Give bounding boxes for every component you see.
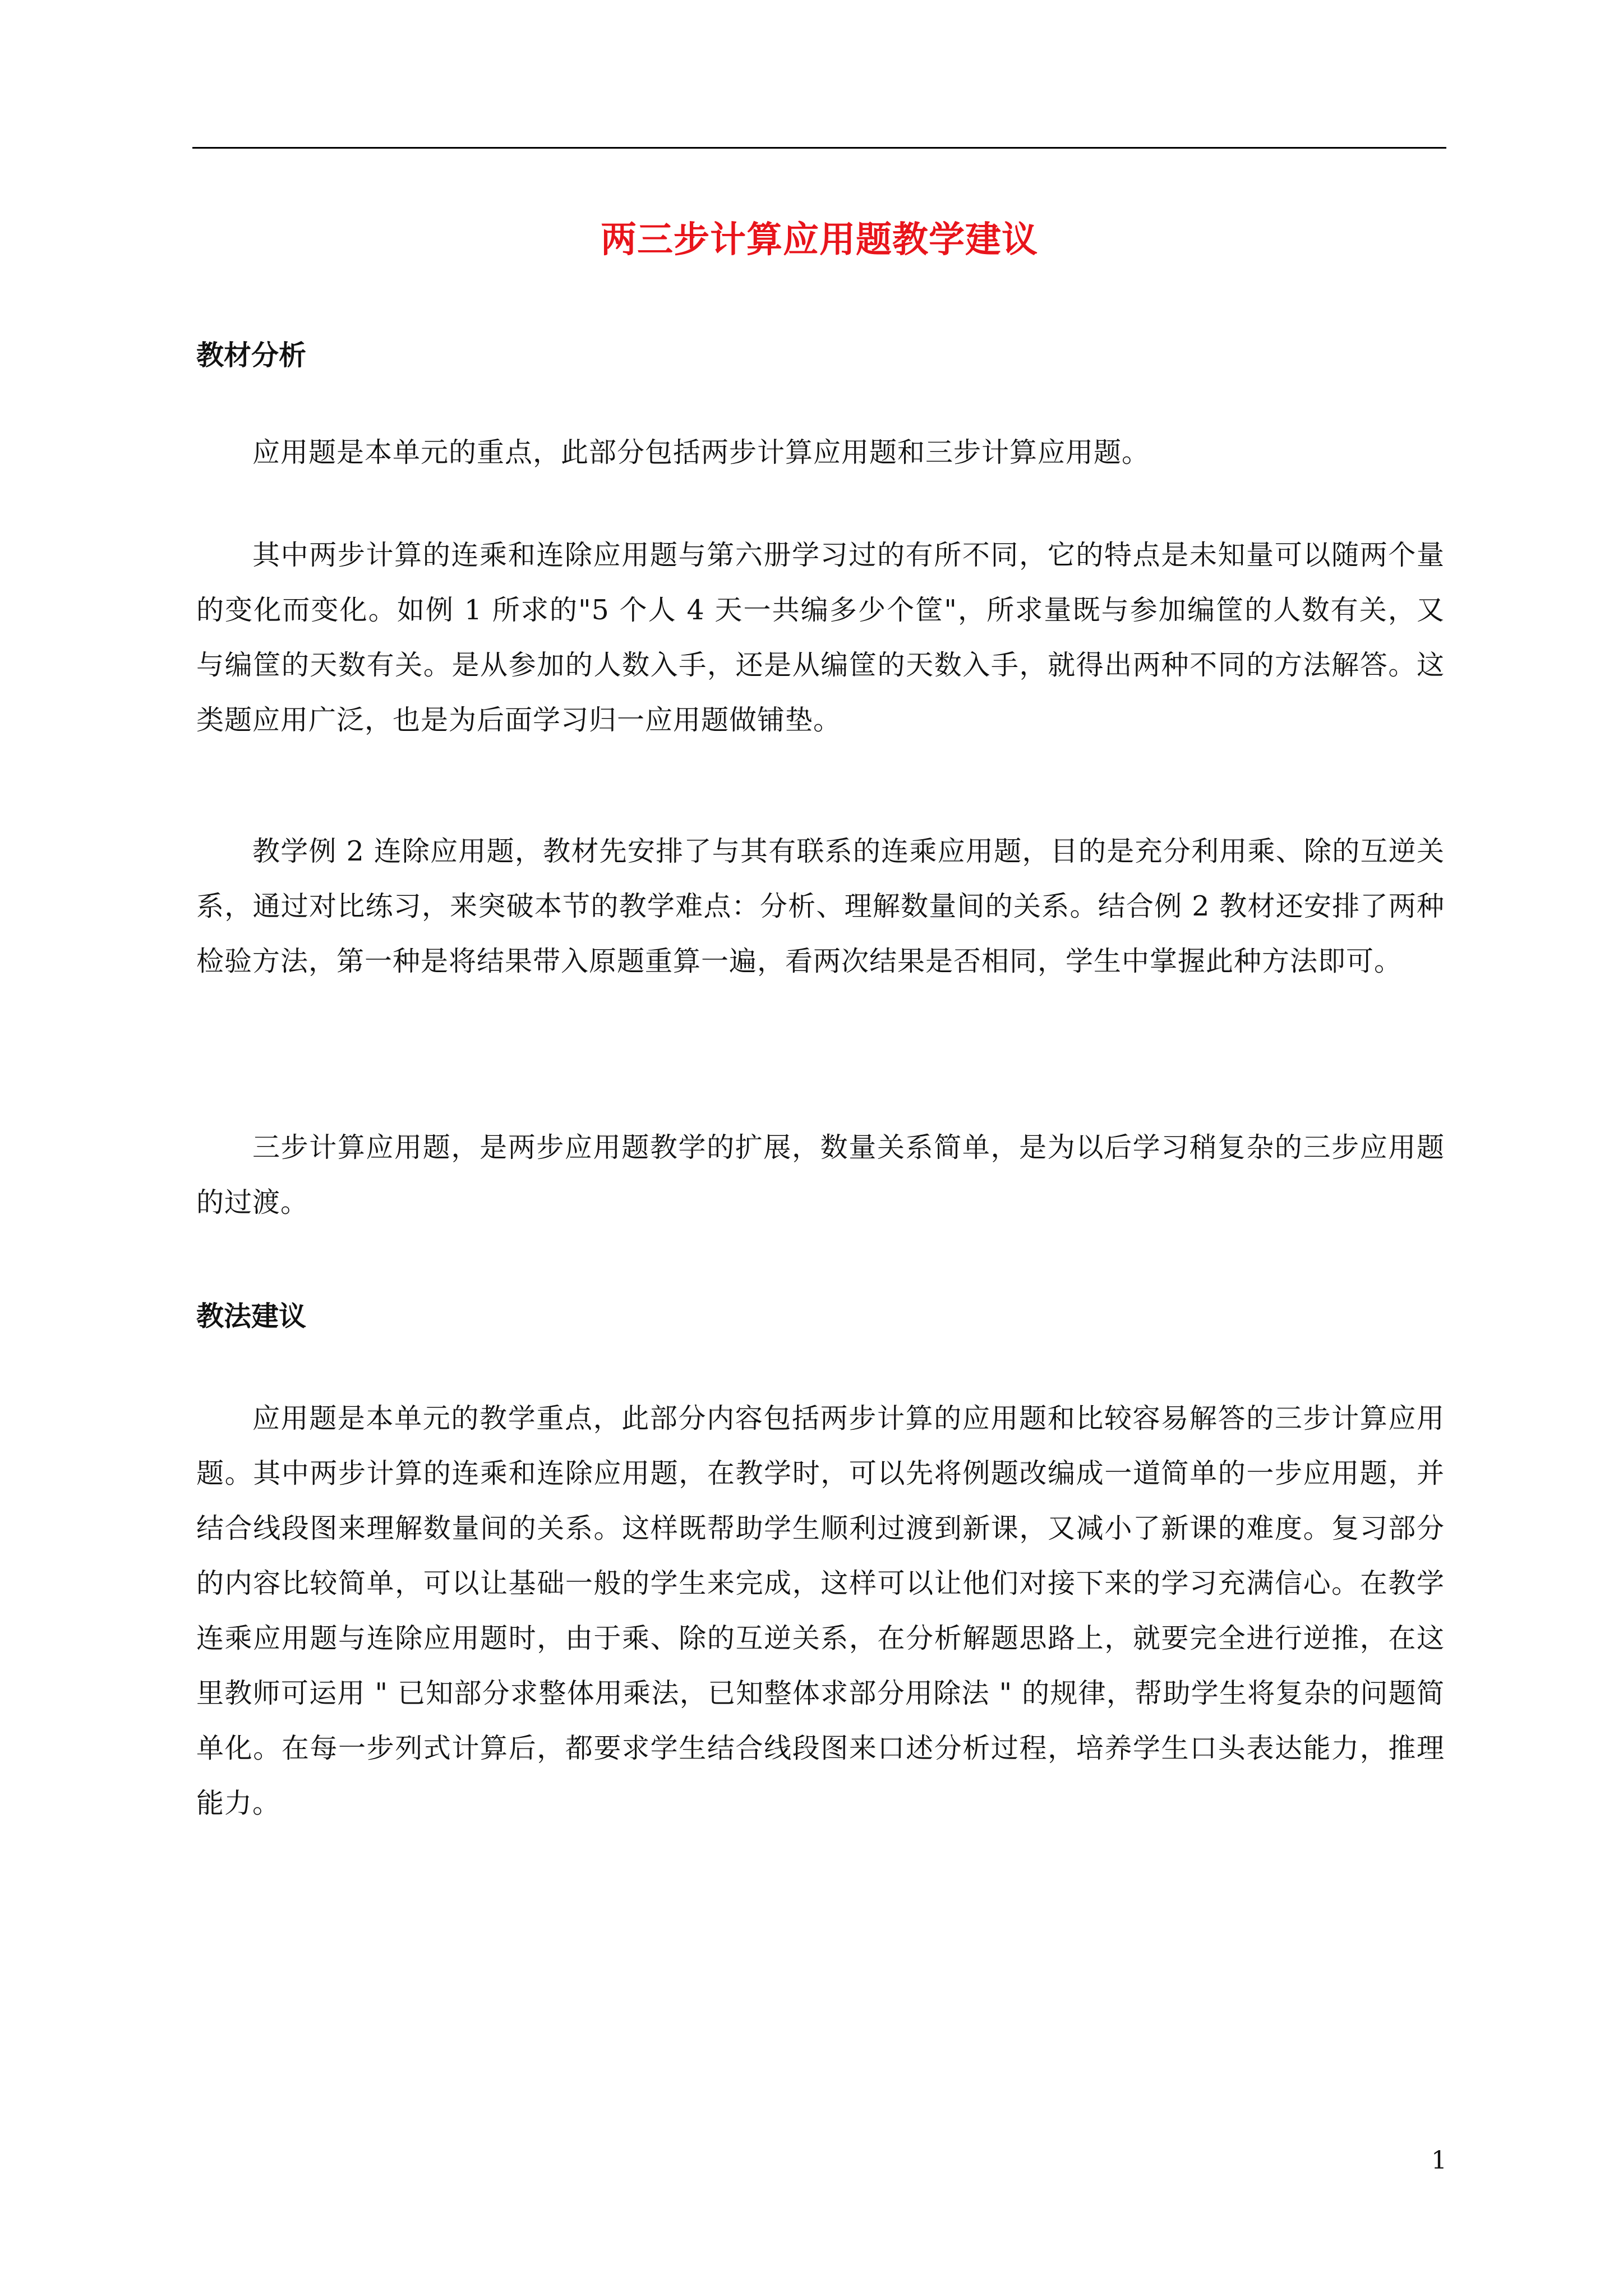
- paragraph-analysis-4: 三步计算应用题，是两步应用题教学的扩展，数量关系简单，是为以后学习稍复杂的三步应用题的过渡。: [196, 1131, 1445, 1218]
- page-number: 1: [1431, 2146, 1447, 2175]
- section-heading-textbook-analysis: 教材分析: [196, 339, 307, 371]
- paragraph-analysis-1: 应用题是本单元的重点，此部分包括两步计算应用题和三步计算应用题。: [252, 436, 1150, 468]
- document-title: 两三步计算应用题教学建议: [601, 219, 1038, 261]
- paragraph-suggestions-1: 应用题是本单元的教学重点，此部分内容包括两步计算的应用题和比较容易解答的三步计算应用题。其中两步计算的连乘和连除应用题，在教学时，可以先将例题改编成一道简单的一步应用题，并结合线段图来理解数量间的关系。这样既帮助学生顺利过渡到新课，又减小了新课的难度。复习部分的内容比较简单，可以让基础一般的学生来完成，这样可以让他们对接下来的学习充满信心。在教学连乘应用题与连除应用题时，由于乘、除的互逆关系，在分析解题思路上，就要完全进行逆推，在这里教师可运用 " 已知部分求整体用乘法，已知整体求部分用除法 " 的规律，帮助学生将复杂的问题简单化。在每一步列式计算后，都要求学生结合线段图来口述分析过程，培养学生口头表达能力，推理能力。: [196, 1402, 1445, 1819]
- paragraph-analysis-3: 教学例 2 连除应用题，教材先安排了与其有联系的连乘应用题，目的是充分利用乘、除的互逆关系，通过对比练习，来突破本节的教学难点：分析、理解数量间的关系。结合例 2 教材还安排了两种检验方法，第一种是将结果带入原题重算一遍，看两次结果是否相同，学生中掌握此种方法即可。: [196, 835, 1445, 977]
- paragraph-analysis-2: 其中两步计算的连乘和连除应用题与第六册学习过的有所不同，它的特点是未知量可以随两个量的变化而变化。如例 1 所求的"5 个人 4 天一共编多少个筐"，所求量既与参加编筐的人数有关，又与编筐的天数有关。是从参加的人数入手，还是从编筐的天数入手，就得出两种不同的方法解答。这类题应用广泛，也是为后面学习归一应用题做铺垫。: [196, 539, 1445, 736]
- section-heading-teaching-suggestions: 教法建议: [196, 1300, 307, 1332]
- header-rule: [192, 147, 1446, 149]
